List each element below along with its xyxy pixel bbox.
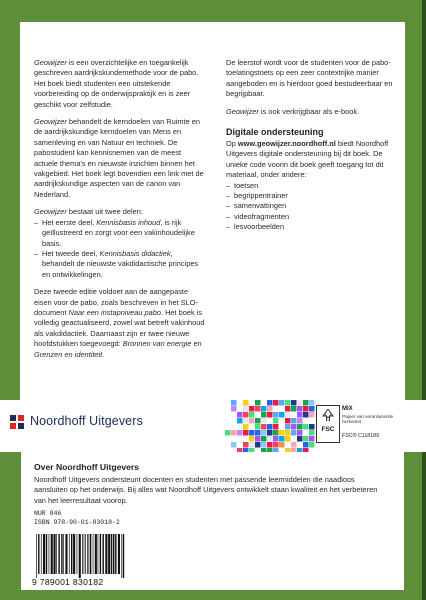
cover-spine-edge <box>422 0 426 600</box>
list-item: – Het tweede deel, Kennisbasis didactiek, behandelt de nieuwste vakdidactische principes en ontwikkelingen. <box>34 249 206 280</box>
digital-materials-list <box>226 181 398 233</box>
digital-support-paragraph: Op www.geowijzer.noordhoff.nl biedt Noordhoff Uitgevers digitale ondersteuning bij dit boek. De unieke code voorin dit boek geeft toegang tot dit materiaal, onder andere: <box>226 139 389 180</box>
parts-intro: Geowijzer bestaat uit twee delen: <box>34 207 143 217</box>
list-item: – samenvattingen <box>226 201 398 211</box>
nur-code: NUR 846 <box>34 510 62 517</box>
color-mosaic-decoration <box>225 400 315 452</box>
kerndoelen-paragraph: Geowijzer behandelt de kerndoelen van Ruimte en de aardrijkskundige kerndoelen van Mens en samenleving en van Natuur en techniek. De pabostudent kan kennisnemen van de meest actuele thema’s en nieuwste inzichten binnen het vakgebied. Het boek legt bovendien een link met de aardrijkskundige aspecten van de canon van Nederland. <box>34 117 204 199</box>
about-title: Over Noordhoff Uitgevers <box>34 462 140 472</box>
parts-list <box>34 218 206 280</box>
description-left-column <box>34 58 206 367</box>
fsc-mark: FSC <box>321 426 335 433</box>
tree-icon <box>322 409 334 421</box>
barcode-icon <box>34 534 126 578</box>
publisher-bar <box>0 400 426 452</box>
barcode-digits: 9 789001 830182 <box>32 577 104 587</box>
digital-support-heading: Digitale ondersteuning <box>226 127 324 138</box>
description-panel <box>20 22 405 400</box>
fsc-mix-label: MIX <box>342 406 353 412</box>
list-item: – toetsen <box>226 181 398 191</box>
intro-paragraph: Geowijzer is een overzichtelijke en toegankelijk geschreven aardrijkskundemethode voor de pabo. Het boek biedt studenten een uitstekende voorbereiding op de onderwijspraktijk en is zeer geschikt voor zelfstudie. <box>34 58 199 109</box>
list-item: – lesvoorbeelden <box>226 222 398 232</box>
context-paragraph: De leerstof wordt voor de studenten voor de pabo-toelatingstoets op een zeer contextrijke manier aangeboden en is hierdoor goed bestudeerbaar en begrijpbaar. <box>226 58 393 99</box>
description-right-column <box>226 58 398 240</box>
about-text: Noordhoff Uitgevers ondersteunt docenten en studenten met passende leermiddelen die naadloos aansluiten op het onderwijs. Bij alles wat Noordhoff Uitgevers ontwikkelt staan kwaliteit en het verbeteren van het leerresultaat voorop. <box>34 475 378 505</box>
publisher-name: Noordhoff Uitgevers <box>30 414 143 428</box>
fsc-logo-box <box>316 405 340 443</box>
nur-isbn-block <box>34 510 120 527</box>
ebook-paragraph: Geowijzer is ook verkrijgbaar als e-book. <box>226 106 360 116</box>
isbn-code: ISBN 978-90-01-83018-2 <box>34 518 120 526</box>
noordhoff-logo-icon <box>10 415 24 429</box>
fsc-description: Papier van verantwoorde herkomst <box>342 414 394 425</box>
list-item: – videofragmenten <box>226 212 398 222</box>
fsc-code: FSC® C118189 <box>342 433 380 439</box>
website-url[interactable]: www.geowijzer.noordhoff.nl <box>237 139 336 149</box>
list-item: – begrippentrainer <box>226 191 398 201</box>
edition-paragraph: Deze tweede editie voldoet aan de aangepaste eisen voor de pabo, zoals beschreven in het SLO-document Naar een instapniveau pabo. Het boek is volledig geactualiseerd, zowel wat betreft vakinhoud als vakdidactiek. Daarnaast zijn er twee nieuwe hoofdstukken toegevoegd: Bronnen van energie en Grenzen en identiteit. <box>34 287 205 359</box>
list-item: – Het eerste deel, Kennisbasis inhoud, is rijk geïllustreerd en zorgt voor een vakinhoudelijke basis. <box>34 218 206 249</box>
fsc-label <box>316 405 406 445</box>
